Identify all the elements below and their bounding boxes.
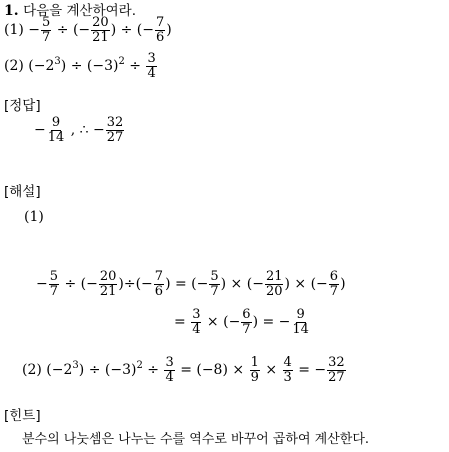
exponent: 3 (72, 360, 79, 372)
fraction (329, 270, 339, 298)
denominator: 7 (210, 283, 219, 299)
expression-text: × (265, 362, 278, 379)
expression-text: = (−8) × (180, 362, 245, 379)
numerator: 6 (329, 269, 339, 284)
fraction (41, 16, 51, 44)
expression-text: = − (298, 362, 327, 379)
numerator: 4 (283, 355, 292, 370)
numerator: 21 (265, 269, 283, 284)
numerator: 20 (99, 269, 117, 284)
denominator: 27 (328, 369, 345, 385)
exponent: 2 (136, 360, 143, 372)
numerator: 9 (51, 115, 61, 130)
denominator: 7 (42, 29, 51, 45)
fraction (241, 308, 251, 336)
denominator: 6 (154, 283, 164, 299)
denominator: 14 (292, 321, 309, 337)
expression-text: ) ÷ (− (110, 22, 154, 39)
expression-text: ) (340, 276, 346, 293)
exponent: 2 (118, 56, 125, 68)
expression-text: ) ÷ (−3) (78, 362, 137, 379)
expression-text: ÷ (129, 58, 141, 75)
denominator: 9 (250, 369, 259, 385)
numerator: 5 (42, 15, 51, 30)
fraction (327, 356, 346, 384)
solution-line-1 (36, 270, 346, 298)
expression-text: ÷ (− (64, 276, 98, 293)
fraction (146, 52, 156, 80)
fraction (47, 116, 66, 144)
fraction (106, 116, 125, 144)
numerator: 1 (250, 355, 259, 370)
numerator: 5 (210, 269, 219, 284)
numerator: 9 (296, 307, 305, 322)
expression-text: ) × (− (284, 276, 328, 293)
item-label: (2) (4, 58, 24, 75)
problem-instruction: 다음을 계산하여라. (23, 3, 136, 19)
answer-header: [정답] (4, 98, 41, 114)
numerator: 20 (92, 15, 109, 30)
minus-sign: − (28, 22, 41, 39)
denominator: 27 (106, 129, 124, 145)
numerator: 7 (154, 269, 164, 284)
denominator: 14 (47, 129, 65, 145)
expression-text: ) × (− (220, 276, 264, 293)
hint-text: 분수의 나눗셈은 나누는 수를 역수로 바꾸어 곱하여 계산한다. (22, 432, 370, 447)
denominator: 21 (99, 283, 117, 299)
expression-text: ) ÷ (−3) (60, 58, 119, 75)
problem-number: 1. (4, 3, 19, 19)
denominator: 21 (92, 29, 109, 45)
expression-text: (−2 (46, 362, 73, 379)
denominator: 20 (265, 283, 283, 299)
fraction (291, 308, 310, 336)
minus-sign: − (36, 276, 48, 293)
solution-part-2 (22, 356, 347, 384)
expression-text: ) = (− (165, 276, 209, 293)
expression-text: ) (166, 22, 172, 39)
fraction (155, 16, 165, 44)
expression-text: ÷ (147, 362, 159, 379)
denominator: 6 (155, 29, 165, 45)
numerator: 5 (49, 269, 59, 284)
expression-text: , ∴ − (70, 122, 105, 139)
expression-text: )÷(− (118, 276, 153, 293)
expression-text: × (− (206, 314, 241, 331)
item-label: (2) (22, 362, 42, 379)
fraction (283, 356, 293, 384)
expression-text: (−2 (28, 58, 55, 75)
denominator: 3 (283, 369, 292, 385)
denominator: 7 (242, 321, 251, 337)
fraction (265, 270, 284, 298)
numerator: 3 (147, 51, 156, 66)
minus-sign: − (34, 122, 46, 139)
numerator: 7 (155, 15, 165, 30)
exponent: 3 (54, 56, 61, 68)
solution-header: [해설] (4, 184, 41, 200)
fraction (91, 16, 110, 44)
problem-item-2 (4, 52, 158, 80)
denominator: 4 (165, 369, 174, 385)
solution-part1-label: (1) (24, 209, 44, 225)
answer-line (34, 116, 125, 144)
hint-header: [힌트] (4, 408, 41, 424)
fraction (191, 308, 201, 336)
fraction (49, 270, 59, 298)
numerator: 32 (106, 115, 124, 130)
fraction (209, 270, 219, 298)
fraction (99, 270, 118, 298)
fraction (164, 356, 174, 384)
item-label: (1) (4, 22, 24, 39)
numerator: 6 (242, 307, 251, 322)
numerator: 3 (192, 307, 201, 322)
denominator: 7 (49, 283, 59, 299)
numerator: 32 (328, 355, 345, 370)
expression-text: ÷ (− (56, 22, 91, 39)
numerator: 3 (165, 355, 174, 370)
problem-item-1 (4, 16, 172, 44)
fraction (250, 356, 260, 384)
denominator: 7 (329, 283, 339, 299)
solution-line-2 (174, 308, 311, 336)
denominator: 4 (147, 65, 156, 81)
fraction (154, 270, 164, 298)
expression-text: ) = − (252, 314, 291, 331)
denominator: 4 (192, 321, 201, 337)
expression-text: = (174, 314, 186, 331)
